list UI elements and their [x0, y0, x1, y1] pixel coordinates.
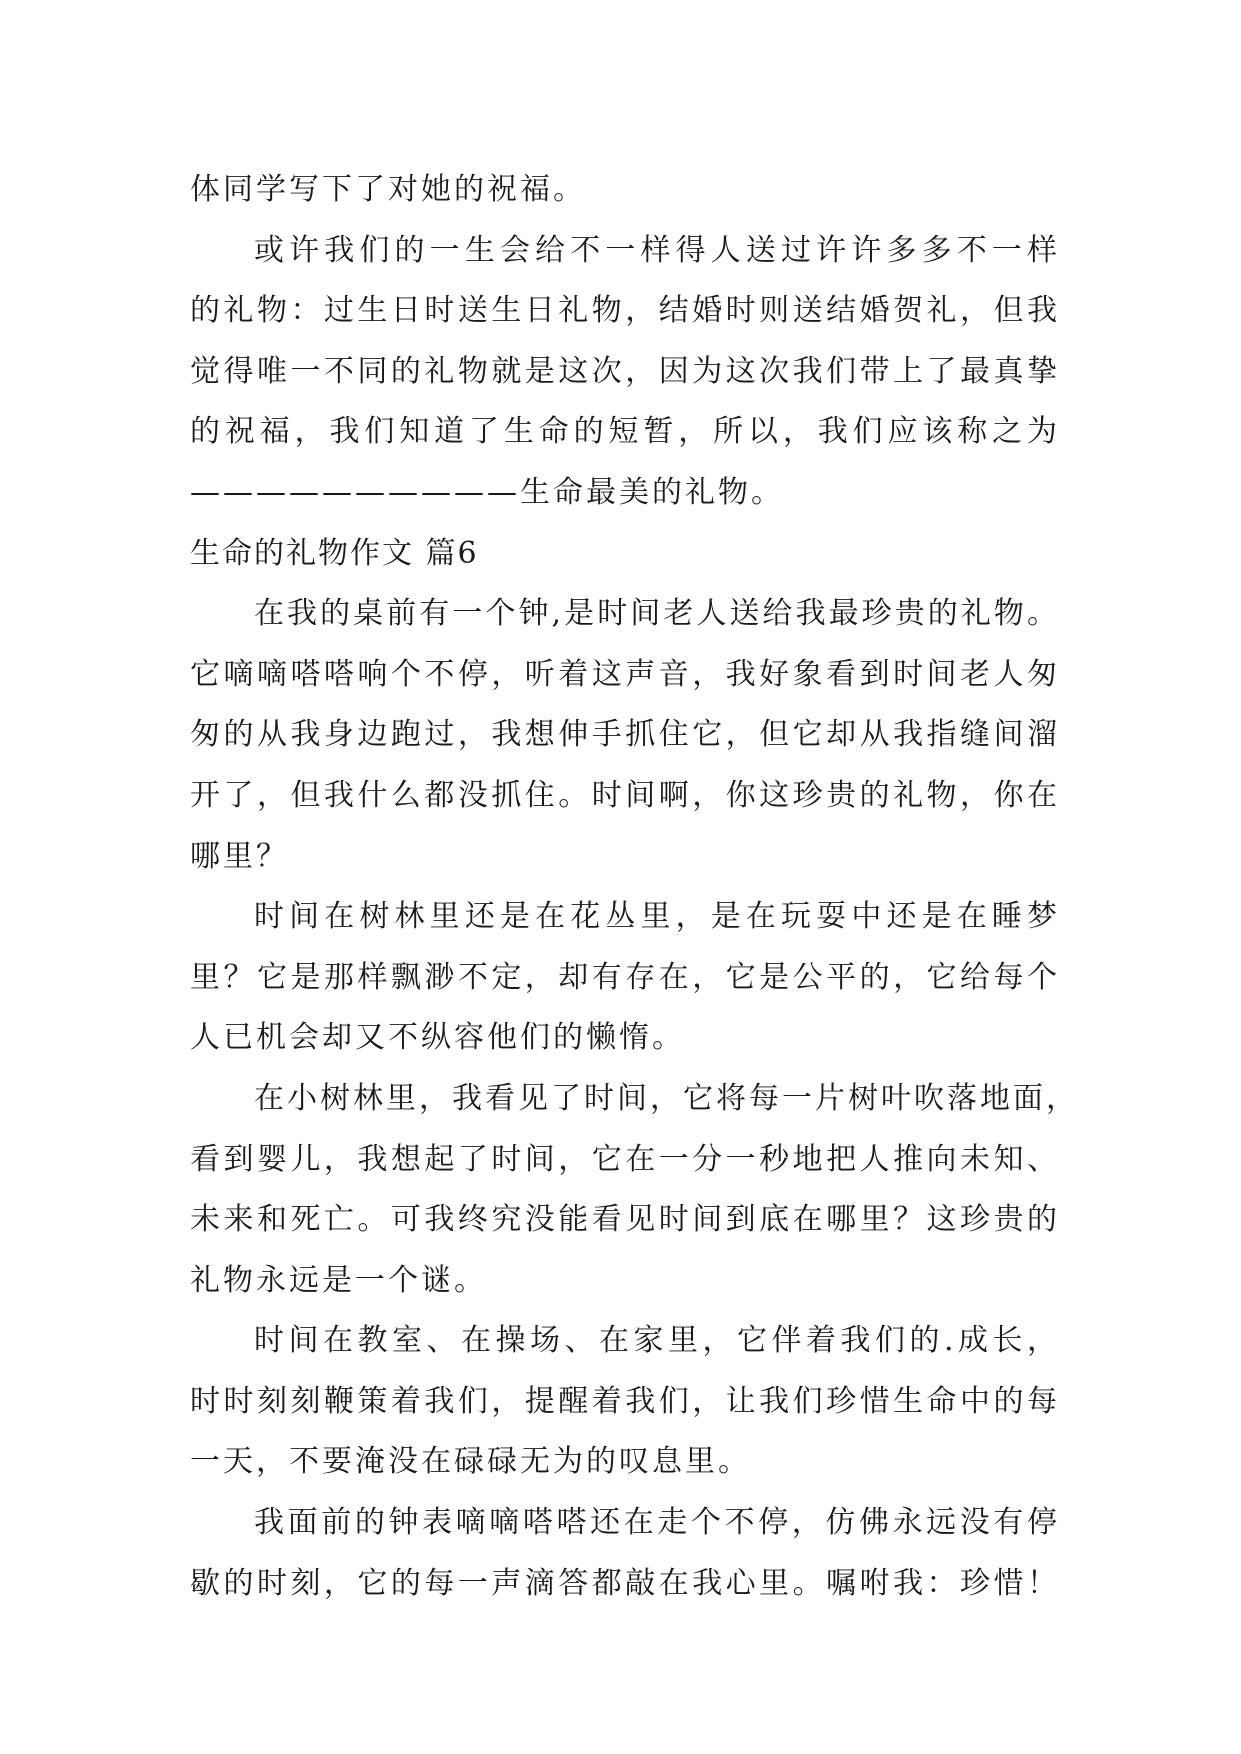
text-line: 觉得唯一不同的礼物就是这次，因为这次我们带上了最真挚 [190, 353, 1060, 389]
text-line: 体同学写下了对她的祝福。 [190, 172, 586, 207]
paragraph-start-line: 时间在教室、在操场、在家里，它伴着我们的.成长， [254, 1323, 1060, 1359]
text-line: 它嘀嘀嗒嗒响个不停，听着这声音，我好象看到时间老人匆 [190, 656, 1060, 692]
paragraph-start-line: 时间在树林里还是在花丛里，是在玩耍中还是在睡梦 [254, 899, 1060, 935]
paragraph-start-line: 在小树林里，我看见了时间，它将每一片树叶吹落地面， [254, 1080, 1079, 1116]
text-line: 时时刻刻鞭策着我们，提醒着我们，让我们珍惜生命中的每 [190, 1383, 1060, 1419]
text-line: 礼物永远是一个谜。 [190, 1262, 487, 1298]
text-line: 的祝福，我们知道了生命的短暂，所以，我们应该称之为 [190, 414, 1060, 450]
text-line: 看到婴儿，我想起了时间，它在一分一秒地把人推向未知、 [190, 1141, 1060, 1177]
text-line: 哪里？ [190, 838, 289, 874]
text-line: 人已机会却又不纵容他们的懒惰。 [190, 1020, 685, 1056]
text-line: 歇的时刻，它的每一声滴答都敲在我心里。嘱咐我：珍惜！ [190, 1565, 1060, 1601]
text-line: 一天，不要淹没在碌碌无为的叹息里。 [190, 1444, 751, 1480]
section-heading: 生命的礼物作文 篇6 [190, 535, 479, 571]
paragraph-start-line: 在我的桌前有一个钟,是时间老人送给我最珍贵的礼物。 [254, 596, 1060, 632]
text-line: 开了，但我什么都没抓住。时间啊，你这珍贵的礼物，你在 [190, 777, 1060, 813]
text-line: 的礼物：过生日时送生日礼物，结婚时则送结婚贺礼，但我 [190, 293, 1060, 329]
text-line: 匆的从我身边跑过，我想伸手抓住它，但它却从我指缝间溜 [190, 717, 1060, 753]
paragraph-start-line: 或许我们的一生会给不一样得人送过许许多多不一样 [254, 232, 1060, 268]
text-line: 里？它是那样飘渺不定，却有存在，它是公平的，它给每个 [190, 959, 1060, 995]
paragraph-start-line: 我面前的钟表嘀嘀嗒嗒还在走个不停，仿佛永远没有停 [254, 1505, 1060, 1541]
document-body [190, 160, 1079, 1614]
text-line: ——————————生命最美的礼物。 [190, 474, 784, 510]
text-line: 未来和死亡。可我终究没能看见时间到底在哪里？这珍贵的 [190, 1202, 1060, 1238]
